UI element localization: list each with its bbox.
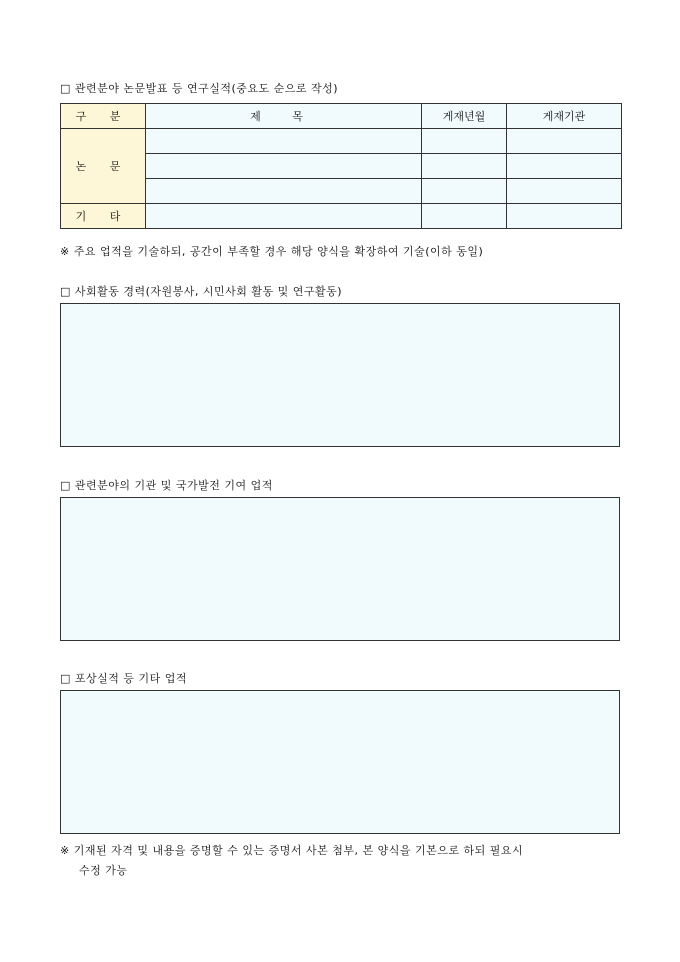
category-other: 기 타 — [61, 204, 146, 229]
publisher-cell[interactable] — [507, 154, 622, 179]
column-header-category: 구 분 — [61, 104, 146, 129]
footer-note-line2: 수정 가능 — [79, 864, 128, 877]
title-cell[interactable] — [146, 204, 422, 229]
research-note: ※ 주요 업적을 기술하되, 공간이 부족할 경우 해당 양식을 확장하여 기술(이하 동일) — [60, 245, 484, 258]
column-header-date: 게재년월 — [422, 104, 507, 129]
column-header-title: 제 목 — [146, 104, 422, 129]
category-paper: 논 문 — [61, 129, 146, 204]
table-header-row — [61, 104, 622, 129]
date-cell[interactable] — [422, 204, 507, 229]
publisher-cell[interactable] — [507, 129, 622, 154]
social-heading: □ 사회활동 경력(자원봉사, 시민사회 활동 및 연구활동) — [60, 285, 343, 298]
date-cell[interactable] — [422, 179, 507, 204]
date-cell[interactable] — [422, 129, 507, 154]
table-row — [61, 179, 622, 204]
contribution-heading: □ 관련분야의 기관 및 국가발전 기여 업적 — [60, 479, 273, 492]
awards-input-box[interactable] — [60, 690, 620, 834]
footer-note-line1: ※ 기재된 자격 및 내용을 증명할 수 있는 증명서 사본 첨부, 본 양식을 기본으로 하되 필요시 — [60, 844, 524, 857]
awards-heading: □ 포상실적 등 기타 업적 — [60, 672, 188, 685]
publisher-cell[interactable] — [507, 179, 622, 204]
title-cell[interactable] — [146, 129, 422, 154]
date-cell[interactable] — [422, 154, 507, 179]
title-cell[interactable] — [146, 179, 422, 204]
publisher-cell[interactable] — [507, 204, 622, 229]
table-row — [61, 154, 622, 179]
column-header-publisher: 게재기관 — [507, 104, 622, 129]
research-table — [60, 103, 622, 229]
social-input-box[interactable] — [60, 303, 620, 447]
table-row — [61, 204, 622, 229]
research-heading: □ 관련분야 논문발표 등 연구실적(중요도 순으로 작성) — [60, 82, 339, 95]
title-cell[interactable] — [146, 154, 422, 179]
table-row — [61, 129, 622, 154]
contribution-input-box[interactable] — [60, 497, 620, 641]
